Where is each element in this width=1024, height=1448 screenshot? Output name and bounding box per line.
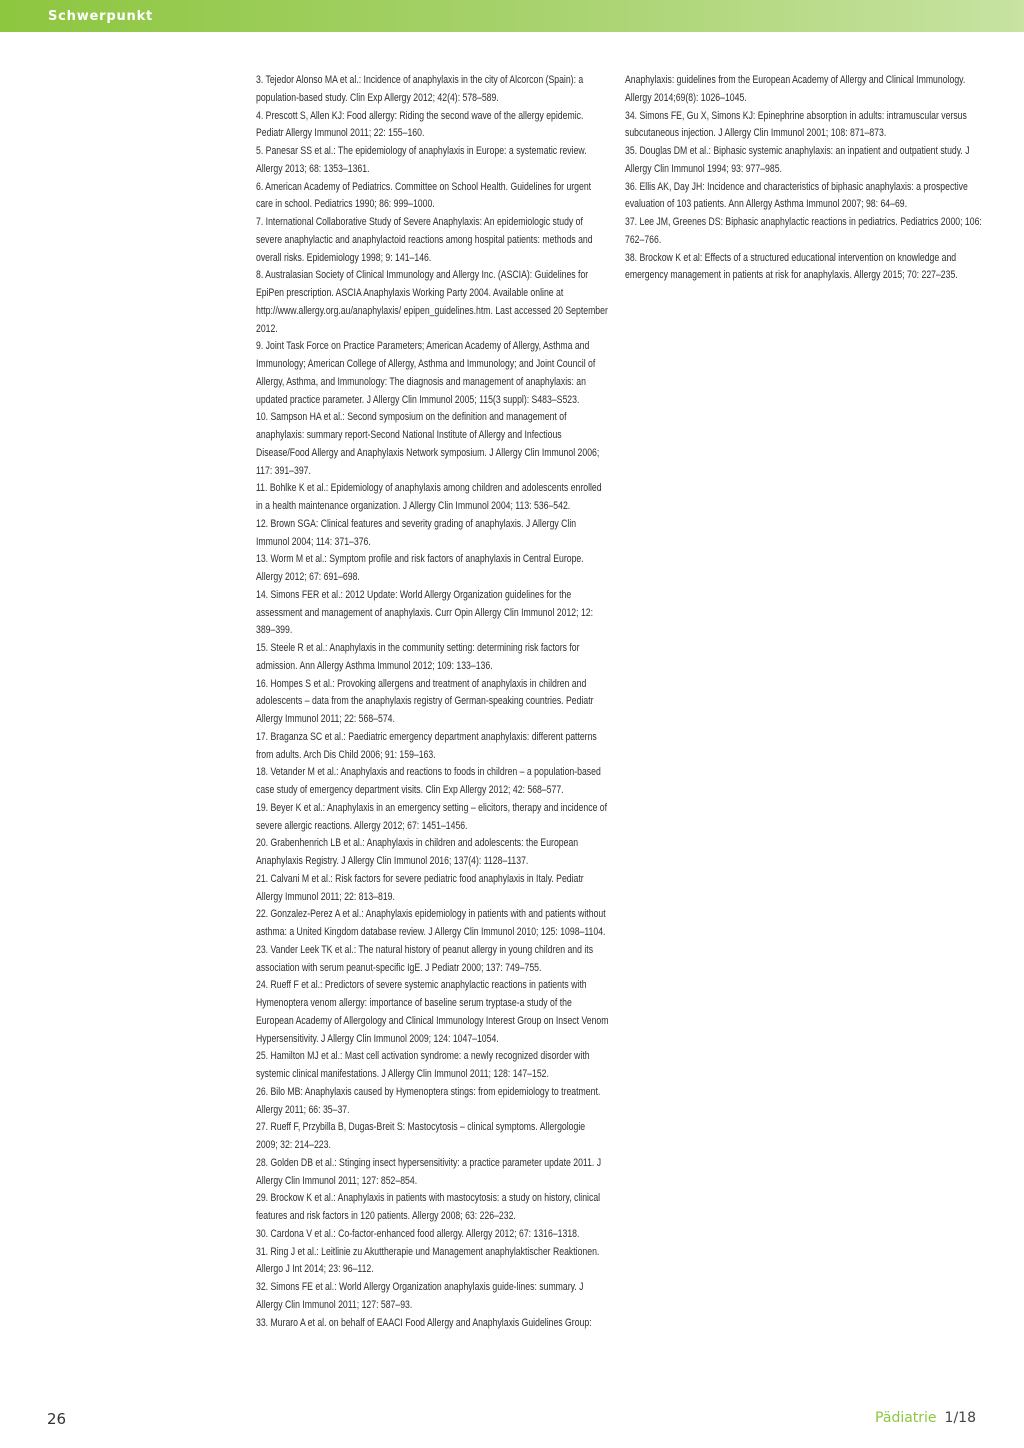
journal-name: Pädiatrie [875, 1410, 937, 1426]
reference-item: 38. Brockow K et al: Effects of a structured educational intervention on knowledge and emergency management in patients at risk for anaphylaxis. Allergy 2015; 70: 227–235. [625, 251, 958, 282]
reference-item: 17. Braganza SC et al.: Paediatric emergency department anaphylaxis: different patterns from adults. Arch Dis Child 2006; 91: 159–163. [256, 730, 597, 761]
reference-item: 21. Calvani M et al.: Risk factors for severe pediatric food anaphylaxis in Italy. Pediatr Allergy Immunol 2011; 22: 813–819. [256, 872, 584, 903]
reference-item: 9. Joint Task Force on Practice Parameters; American Academy of Allergy, Asthma and Immunology; American College of Allergy, Asthma and Immunology; and Joint Council of Allergy, Asthma, and Immunology: The diagnosis and management of anaphylaxis: an updated practice parameter. J Allergy Clin Immunol 2005; 115(3 suppl): S483–S523. [256, 340, 596, 406]
issue-number: 1/18 [944, 1410, 976, 1426]
reference-item: 13. Worm M et al.: Symptom profile and risk factors of anaphylaxis in Central Europe. Allergy 2012; 67: 691–698. [256, 553, 584, 583]
reference-item: 11. Bohlke K et al.: Epidemiology of anaphylaxis among children and adolescents enrolled in a health maintenance organization. J Allergy Clin Immunol 2004; 113: 536–542. [256, 482, 602, 512]
reference-item: 5. Panesar SS et al.: The epidemiology of anaphylaxis in Europe: a systematic review. Allergy 2013; 68: 1353–1361. [256, 145, 587, 175]
section-header-bar [0, 0, 1024, 32]
reference-item: 4. Prescott S, Allen KJ: Food allergy: Riding the second wave of the allergy epidemic. Pediatr Allergy Immunol 2011; 22: 155–160. [256, 109, 584, 140]
reference-item: 36. Ellis AK, Day JH: Incidence and characteristics of biphasic anaphylaxis: a prospective evaluation of 103 patients. Ann Allergy Asthma Immunol 2007; 98: 64–69. [625, 180, 968, 211]
footer-journal [875, 1410, 976, 1426]
references-column-left [256, 72, 609, 1332]
reference-item: 6. American Academy of Pediatrics. Committee on School Health. Guidelines for urgent care in school. Pediatrics 1990; 86: 999–1000. [256, 180, 592, 211]
reference-item: 28. Golden DB et al.: Stinging insect hypersensitivity: a practice parameter update 2011. J Allergy Clin Immunol 2011; 127: 852–854. [256, 1156, 602, 1187]
reference-item: 19. Beyer K et al.: Anaphylaxis in an emergency setting – elicitors, therapy and incidence of severe allergic reactions. Allergy 2012; 67: 1451–1456. [256, 801, 608, 832]
reference-item: 16. Hompes S et al.: Provoking allergens and treatment of anaphylaxis in children and adolescents – data from the anaphylaxis registry of German-speaking countries. Pediatr Allergy Immunol 2011; 22: 568–574. [256, 677, 594, 725]
references-column-right [625, 72, 986, 285]
reference-item: 35. Douglas DM et al.: Biphasic systemic anaphylaxis: an inpatient and outpatient study. J Allergy Clin Immunol 1994; 93: 977–985. [625, 145, 970, 175]
reference-item: 15. Steele R et al.: Anaphylaxis in the community setting: determining risk factors for admission. Ann Allergy Asthma Immunol 2012; 109: 133–136. [256, 642, 580, 672]
reference-item: 33. Muraro A et al. on behalf of EAACI Food Allergy and Anaphylaxis Guidelines Group: [256, 1316, 592, 1329]
reference-item: 34. Simons FE, Gu X, Simons KJ: Epinephrine absorption in adults: intramuscular versus subcutaneous injection. J Allergy Clin Immunol 2001; 108: 871–873. [625, 109, 967, 140]
reference-item: Anaphylaxis: guidelines from the European Academy of Allergy and Clinical Immunology. Allergy 2014;69(8): 1026–1045. [625, 74, 966, 104]
reference-item: 7. International Collaborative Study of Severe Anaphylaxis: An epidemiologic study of severe anaphylactic and anaphylactoid reactions among hospital patients: methods and overall risks. Epidemiology 1998; 9: 141–146. [256, 216, 593, 264]
reference-item: 29. Brockow K et al.: Anaphylaxis in patients with mastocytosis: a study on history, clinical features and risk factors in 120 patients. Allergy 2008; 63: 226–232. [256, 1192, 601, 1222]
reference-item: 32. Simons FE et al.: World Allergy Organization anaphylaxis guide-lines: summary. J Allergy Clin Immunol 2011; 127: 587–93. [256, 1281, 584, 1311]
reference-item: 18. Vetander M et al.: Anaphylaxis and reactions to foods in children – a population-based case study of emergency department visits. Clin Exp Allergy 2012; 42: 568–577. [256, 766, 601, 796]
reference-item: 31. Ring J et al.: Leitlinie zu Akuttherapie und Management anaphylaktischer Reaktionen. Allergo J Int 2014; 23: 96–112. [256, 1245, 600, 1276]
reference-item: 24. Rueff F et al.: Predictors of severe systemic anaphylactic reactions in patients with Hymenoptera venom allergy: importance of baseline serum tryptase-a study of the European Academy of Allergology and Clinical Immunology Interest Group on Insect Venom Hypersensitivity. J Allergy Clin Immunol 2009; 124: 1047–1054. [256, 979, 609, 1045]
reference-item: 30. Cardona V et al.: Co-factor-enhanced food allergy. Allergy 2012; 67: 1316–1318. [256, 1227, 580, 1240]
reference-item: 10. Sampson HA et al.: Second symposium on the definition and management of anaphylaxis: summary report-Second National Institute of Allergy and Infectious Disease/Food Allergy and Anaphylaxis Network symposium. J Allergy Clin Immunol 2006; 117: 391–397. [256, 411, 600, 477]
reference-item: 20. Grabenhenrich LB et al.: Anaphylaxis in children and adolescents: the European Anaphylaxis Registry. J Allergy Clin Immunol 2016; 137(4): 1128–1137. [256, 837, 579, 867]
reference-item: 22. Gonzalez-Perez A et al.: Anaphylaxis epidemiology in patients with and patients without asthma: a United Kingdom database review. J Allergy Clin Immunol 2010; 125: 1098–1104. [256, 908, 606, 938]
reference-item: 37. Lee JM, Greenes DS: Biphasic anaphylactic reactions in pediatrics. Pediatrics 2000; 106: 762–766. [625, 216, 982, 246]
reference-item: 25. Hamilton MJ et al.: Mast cell activation syndrome: a newly recognized disorder with systemic clinical manifestations. J Allergy Clin Immunol 2011; 128: 147–152. [256, 1050, 590, 1080]
page-number: 26 [47, 1410, 67, 1428]
reference-item: 14. Simons FER et al.: 2012 Update: World Allergy Organization guidelines for the assessment and management of anaphylaxis. Curr Opin Allergy Clin Immunol 2012; 12: 389–399. [256, 588, 594, 637]
reference-item: 3. Tejedor Alonso MA et al.: Incidence of anaphylaxis in the city of Alcorcon (Spain): a population-based study. Clin Exp Allergy 2012; 42(4): 578–589. [256, 74, 584, 104]
reference-item: 8. Australasian Society of Clinical Immunology and Allergy Inc. (ASCIA): Guidelines for EpiPen prescription. ASCIA Anaphylaxis Working Party 2004. Available online at http://www.allergy.org.au/anaphylaxis/ epipen_guidelines.htm. Last accessed 20 September 2012. [256, 269, 608, 335]
reference-item: 23. Vander Leek TK et al.: The natural history of peanut allergy in young children and its association with serum peanut-specific IgE. J Pediatr 2000; 137: 749–755. [256, 943, 594, 974]
section-label: Schwerpunkt [48, 9, 154, 24]
reference-item: 26. Bilo MB: Anaphylaxis caused by Hymenoptera stings: from epidemiology to treatment. Allergy 2011; 66: 35–37. [256, 1085, 601, 1116]
reference-item: 27. Rueff F, Przybilla B, Dugas-Breit S: Mastocytosis – clinical symptoms. Allergologie 2009; 32: 214–223. [256, 1121, 586, 1151]
reference-item: 12. Brown SGA: Clinical features and severity grading of anaphylaxis. J Allergy Clin Immunol 2004; 114: 371–376. [256, 517, 577, 548]
